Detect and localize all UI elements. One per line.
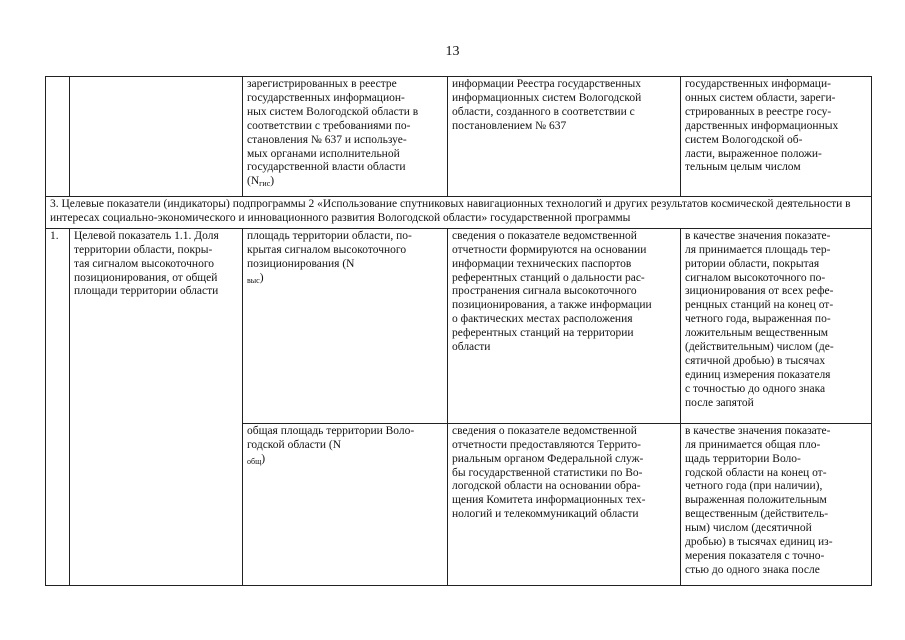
cell-parameter — [243, 77, 448, 197]
source-1: сведения о показателе ведомственной отчетности формируются на основании информации технических паспортов референтных станций о дальности рас- пространения сигнала высокоточного позиционирования, а также информации о фактических местах расположения референтных станций на территории области — [448, 228, 681, 423]
parameter-2: общая площадь территории Воло- годской области (N $_{общ}$) — [243, 423, 448, 585]
parameter-1: площадь территории области, по- крытая сигналом высокоточного позиционирования (N $_{выс}$) — [243, 228, 448, 423]
source-2: сведения о показателе ведомственной отчетности предоставляются Террито- риальным органом Федеральной служ- бы государственной статистики по Во- логодской области на основании обра- щения Комитета информационных тех- нологий и телекоммуникаций области — [448, 423, 681, 585]
section-heading-row — [46, 197, 872, 229]
table-row-indicator-1 — [46, 228, 872, 423]
cell-source — [448, 77, 681, 197]
source-text: информации Реестра государственных информационных систем Вологодской области, созданного в соответствии с постановлением № 637 — [452, 78, 642, 132]
cell-method — [681, 77, 872, 197]
method-2: в качестве значения показате- ля принимается общая пло- щадь территории Воло- годской области на конец от- четного года (при наличии), выраженная положительным вещественным (действитель- ным) числом (десятичной дробью) в тысячах единиц из- мерения показателя с точно- стью до одного знака после — [681, 423, 872, 585]
indicator-name: Целевой показатель 1.1. Доля территории области, покры- тая сигналом высокоточного позиционирования, от общей площади территории области — [70, 228, 243, 585]
cell-number-empty — [46, 77, 70, 197]
section-heading: 3. Целевые показатели (индикаторы) подпрограммы 2 «Использование спутниковых навигационных технологий и других результатов космической деятельности в интересах социально-экономического и инновационного развития Вологодской области» государственной программы — [46, 197, 872, 229]
row-number: 1. — [46, 228, 70, 585]
indicators-table — [45, 76, 872, 586]
table-row-continued — [46, 77, 872, 197]
parameter-symbol: $(N_{гис})$ — [247, 175, 275, 189]
parameter-text: зарегистрированных в реестре государственных информацион- ных систем Вологодской области в соответствии с требованиями по- становления № 637 и используе- мых органами исполнительной государственной власти области — [247, 78, 419, 174]
method-1: в качестве значения показате- ля принимается площадь тер- ритории области, покрытая сигналом высокоточного по- зиционирования от всех рефе- ренцных станций на конец от- четного года, выраженная по- ложительным вещественным (действительным) числом (де- сятичной дробью) в тысячах единиц измерения показателя с точностью до одного знака после запятой — [681, 228, 872, 423]
cell-indicator-empty — [70, 77, 243, 197]
page-number: 13 — [445, 44, 460, 59]
method-text: государственных информаци- онных систем области, зареги- стрированных в реестре госу- дарственных информационных систем Вологодской об- ласти, выраженное положи- тельным целым числом — [685, 78, 839, 174]
